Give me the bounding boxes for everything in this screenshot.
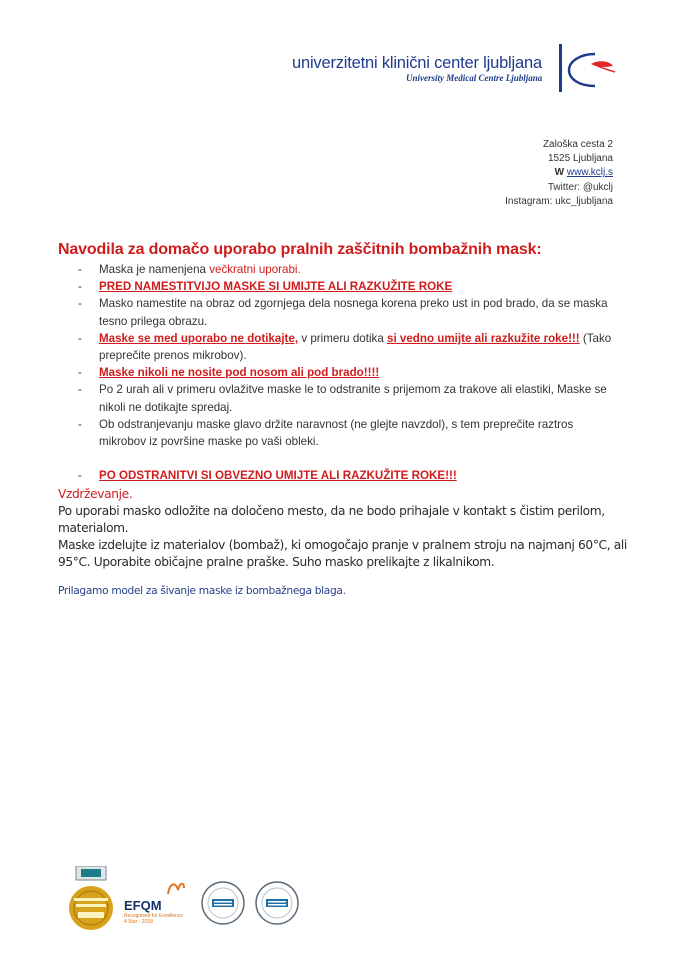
web-prefix: W xyxy=(554,167,565,179)
rule-2-text: PRED NAMESTITVIJO MASKE SI UMIJTE ALI RAZKUŽITE ROKE xyxy=(99,280,453,294)
rule-1-emphasis: večkratni uporabi. xyxy=(209,263,301,276)
address-twitter: Twitter: @ukclj xyxy=(547,181,613,193)
address-web-line xyxy=(505,166,613,180)
organization-subtitle: University Medical Centre Ljubljana xyxy=(406,73,543,83)
efqm-caption-2: 4 Star - 2018 xyxy=(124,919,153,925)
accreditation-badge-icon xyxy=(66,866,116,932)
rule-8-text: PO ODSTRANITVI SI OBVEZNO UMIJTE ALI RAZKUŽITE ROKE!!! xyxy=(99,469,457,483)
rule-7-text: Ob odstranjevanju maske glavo držite naravnost (ne glejte navzdol), s tem preprečite raztros mikrobov iz površine maske po vaši obleki. xyxy=(99,417,574,449)
dnv-gl-certification-icon xyxy=(200,880,246,926)
list-item xyxy=(78,261,623,278)
rule-6-text: Po 2 urah ali v primeru ovlažitve maske le to odstranite s prijemom za trakove ali elastiki, Maske se nikoli ne dotikajte spredaj. xyxy=(99,383,607,414)
rule-4-emphasis-c: si vedno umijte ali razkužite roke!!! xyxy=(387,331,580,345)
list-item xyxy=(78,278,623,295)
efqm-caption-1: Recognised for Excellence xyxy=(124,913,184,919)
efqm-swirl-icon xyxy=(166,880,186,896)
maintenance-paragraph-1: Po uporabi masko odložite na določeno mesto, da ne bodo prihajale v kontakt s čistim perilom, materialom. xyxy=(58,504,605,535)
letterhead xyxy=(0,0,679,110)
rule-1-text: Maska je namenjena xyxy=(99,263,210,276)
rule-3-text: Masko namestite na obraz od zgornjega dela nosnega korena preko ust in pod brado, da se maska tesno prilega obrazu. xyxy=(99,297,608,328)
certification-footer xyxy=(60,860,320,940)
address-city: 1525 Ljubljana xyxy=(547,153,613,165)
list-item xyxy=(78,416,623,450)
dnv-gl-certification-icon xyxy=(254,880,300,926)
rule-4-text-d: (Tako preprečite prenos mikrobov). xyxy=(99,331,612,363)
rule-5-text: Maske nikoli ne nosite pod nosom ali pod brado!!!! xyxy=(99,366,380,380)
website-link[interactable]: www.kclj.s xyxy=(566,167,613,179)
efqm-title: EFQM xyxy=(124,898,162,913)
rule-4-emphasis-a: Maske se med uporabo ne dotikajte, xyxy=(99,331,299,345)
address-street: Zaloška cesta 2 xyxy=(542,139,613,150)
page-title: Navodila za domačo uporabo pralnih zaščitnih bombažnih mask: xyxy=(58,241,542,258)
maintenance-heading: Vzdrževanje. xyxy=(58,487,133,501)
instructions-list xyxy=(78,261,623,484)
contact-address xyxy=(505,138,613,209)
list-item xyxy=(78,364,623,381)
rule-4-text-b: v primeru dotika xyxy=(298,331,388,345)
list-item xyxy=(78,467,623,484)
list-item xyxy=(78,381,623,415)
attachment-note: Prilagamo model za šivanje maske iz bombažnega blaga. xyxy=(58,585,346,597)
efqm-logo xyxy=(122,880,188,930)
efqm-caption xyxy=(124,913,183,925)
organization-name: univerzitetni klinični center ljubljana xyxy=(292,54,542,72)
maintenance-section xyxy=(58,486,628,571)
ukc-logo-icon xyxy=(555,40,619,96)
list-item xyxy=(78,295,623,329)
list-item xyxy=(78,330,623,364)
address-instagram: Instagram: ukc_ljubljana xyxy=(505,195,613,207)
maintenance-paragraph-2: Maske izdelujte iz materialov (bombaž), ki omogočajo pranje v pralnem stroju na najmanj 60°C, ali 95°C. Uporabite običajne pralne praške. Suho masko prelikajte z likalnikom. xyxy=(58,538,627,569)
